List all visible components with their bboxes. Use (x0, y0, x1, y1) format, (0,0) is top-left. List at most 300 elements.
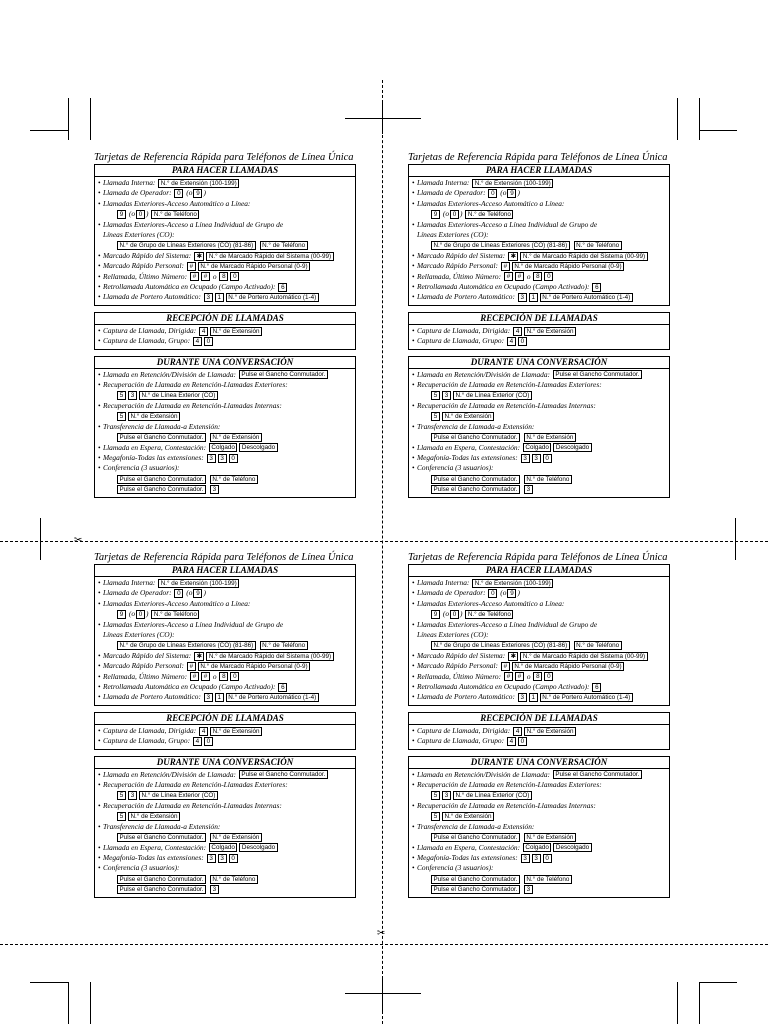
key-box: 0 (229, 454, 238, 463)
list-item: • Recuperación de Llamada en Retención-Llamadas Exteriores: (412, 380, 667, 390)
key-box: N.° de Línea Exterior (CO) (453, 391, 532, 400)
key-box: 5 (117, 791, 126, 800)
key-box: N.° de Teléfono (574, 241, 622, 250)
key-box: 0 (229, 854, 238, 863)
list-item-cont: Líneas Exteriores (CO): (103, 230, 175, 240)
section-header: PARA HACER LLAMADAS (95, 565, 355, 577)
list-item: • Captura de Llamada, Dirigida: 4 N.° de Extensión (98, 726, 353, 736)
crop-mark (699, 130, 737, 131)
list-item: • Rellamada, Último Número: # # o 8 0 (412, 272, 667, 282)
key-box: 0 (136, 610, 145, 619)
key-box: 9 (117, 610, 126, 619)
section-calls (408, 164, 670, 306)
key-box: Pulse el Gancho Conmutador. (431, 485, 520, 494)
list-item: • Captura de Llamada, Dirigida: 4 N.° de Extensión (98, 326, 353, 336)
key-box: N.° de Línea Exterior (CO) (453, 791, 532, 800)
section-reception (408, 312, 670, 350)
key-box: N.° de Portero Automático (1-4) (540, 693, 633, 702)
section-reception (94, 712, 356, 750)
list-item: • Captura de Llamada, Dirigida: 4 N.° de Extensión (412, 726, 667, 736)
list-item: • Recuperación de Llamada en Retención-Llamadas Internas: (412, 801, 667, 811)
section-header: PARA HACER LLAMADAS (95, 165, 355, 177)
key-box: 3 (521, 454, 530, 463)
key-box: 3 (218, 454, 227, 463)
list-item: • Llamadas Exteriores-Acceso Automático a Línea: (98, 599, 353, 609)
list-item: • Llamada de Portero Automático: 3 1 N.° de Portero Automático (1-4) (412, 692, 667, 702)
hash-icon: # (504, 672, 513, 681)
section-reception (94, 312, 356, 350)
card-title: Tarjetas de Referencia Rápida para Teléfonos de Línea Única (408, 552, 668, 563)
key-box: N.° de Extensión (210, 833, 262, 842)
key-box: 5 (431, 412, 440, 421)
list-item: • Llamada de Operador: 0 (o 9 ) (412, 588, 667, 598)
list-item: • Llamada en Espera, Contestación: Colgado Descolgado (98, 843, 353, 853)
list-item: • Llamada en Retención/División de Llamada: Pulse el Gancho Conmutador. (412, 370, 667, 380)
section-reception (408, 712, 670, 750)
list-item: • Llamada en Retención/División de Llamada: Pulse el Gancho Conmutador. (412, 770, 667, 780)
list-item-cont (98, 474, 353, 484)
key-box: Pulse el Gancho Conmutador. (117, 475, 206, 484)
key-box: 1 (215, 693, 224, 702)
list-item: • Llamada en Espera, Contestación: Colgado Descolgado (412, 443, 667, 453)
hash-icon: # (187, 662, 196, 671)
key-box: 0 (174, 189, 183, 198)
key-box: 9 (507, 189, 516, 198)
key-box: 1 (529, 693, 538, 702)
list-item: • Conferencia (3 usuarios): (412, 863, 667, 873)
key-box: Colgado (523, 843, 551, 852)
list-item: • Llamada Interna: N.° de Extensión (100-199) (98, 578, 353, 588)
hash-icon: # (190, 272, 199, 281)
list-item-cont: Líneas Exteriores (CO): (417, 630, 489, 640)
list-item-cont (412, 432, 667, 442)
key-box: N.° de Portero Automático (1-4) (226, 693, 319, 702)
section-header: PARA HACER LLAMADAS (409, 565, 669, 577)
key-box: N.° de Grupo de Líneas Exteriores (CO) (81-86) (117, 241, 256, 250)
key-box: N.° de Teléfono (210, 475, 258, 484)
list-item-cont (412, 811, 667, 821)
key-box: N.° de Teléfono (260, 641, 308, 650)
key-box: 0 (136, 210, 145, 219)
hash-icon: # (201, 672, 210, 681)
list-item-cont (412, 640, 667, 650)
key-box: N.° de Extensión (524, 727, 576, 736)
key-box: 5 (431, 791, 440, 800)
key-box: Descolgado (553, 843, 591, 852)
key-box: Pulse el Gancho Conmutador. (117, 833, 206, 842)
crop-mark (699, 982, 737, 983)
asterisk-icon: ✱ (194, 652, 204, 661)
list-item: • Llamadas Exteriores-Acceso a Línea Individual de Grupo de (98, 620, 353, 630)
hash-icon: # (504, 272, 513, 281)
list-item-cont (98, 791, 353, 801)
key-box: N.° de Teléfono (210, 875, 258, 884)
key-box: N.° de Extensión (524, 833, 576, 842)
key-box: N.° de Marcado Rápido Personal (0-9) (198, 262, 310, 271)
crop-mark (699, 98, 700, 140)
key-box: 4 (193, 337, 202, 346)
key-box: Pulse el Gancho Conmutador. (431, 475, 520, 484)
asterisk-icon: ✱ (508, 252, 518, 261)
section-header: DURANTE UNA CONVERSACIÓN (95, 357, 355, 369)
key-box: 0 (518, 737, 527, 746)
cut-line-vertical (382, 80, 383, 1024)
key-box: 4 (193, 737, 202, 746)
list-item-cont (412, 474, 667, 484)
key-box: N.° de Marcado Rápido Personal (0-9) (512, 262, 624, 271)
key-box: N.° de Marcado Rápido del Sistema (00-99) (520, 652, 647, 661)
key-box: 4 (199, 327, 208, 336)
key-box: N.° de Marcado Rápido del Sistema (00-99) (206, 652, 333, 661)
key-box: 0 (518, 337, 527, 346)
list-item: • Transferencia de Llamada-a Extensión: (98, 822, 353, 832)
section-calls (408, 564, 670, 706)
key-box: 6 (592, 283, 601, 292)
key-box: 0 (174, 589, 183, 598)
list-item: • Recuperación de Llamada en Retención-Llamadas Exteriores: (98, 780, 353, 790)
list-item: • Transferencia de Llamada-a Extensión: (98, 422, 353, 432)
key-box: Pulse el Gancho Conmutador. (239, 770, 328, 779)
fold-mark (40, 518, 41, 560)
key-box: N.° de Extensión (210, 327, 262, 336)
hash-icon: # (187, 262, 196, 271)
key-box: Descolgado (239, 843, 277, 852)
key-box: Pulse el Gancho Conmutador. (431, 885, 520, 894)
key-box: 0 (543, 854, 552, 863)
list-item: • Conferencia (3 usuarios): (412, 463, 667, 473)
asterisk-icon: ✱ (508, 652, 518, 661)
key-box: 0 (230, 272, 239, 281)
list-item: • Marcado Rápido Personal: # N.° de Marcado Rápido Personal (0-9) (412, 261, 667, 271)
list-item: • Recuperación de Llamada en Retención-Llamadas Exteriores: (412, 780, 667, 790)
key-box: N.° de Extensión (128, 412, 180, 421)
key-box: N.° de Teléfono (465, 210, 513, 219)
key-box: Pulse el Gancho Conmutador. (239, 370, 328, 379)
reference-card (94, 151, 356, 498)
key-box: Pulse el Gancho Conmutador. (553, 770, 642, 779)
list-item: • Captura de Llamada, Grupo: 4 0 (412, 336, 667, 346)
key-box: 6 (592, 683, 601, 692)
hash-icon: # (501, 662, 510, 671)
section-calls (94, 164, 356, 306)
list-item: • Llamadas Exteriores-Acceso a Línea Individual de Grupo de (412, 220, 667, 230)
crop-mark (699, 982, 700, 1024)
key-box: N.° de Teléfono (524, 875, 572, 884)
list-item-cont (412, 884, 667, 894)
key-box: 5 (117, 412, 126, 421)
crop-mark (68, 982, 69, 1024)
key-box: 4 (199, 727, 208, 736)
list-item-cont: 9 (o 0 ) N.° de Teléfono (412, 209, 667, 219)
key-box: 0 (204, 337, 213, 346)
list-item: • Transferencia de Llamada-a Extensión: (412, 422, 667, 432)
key-box: 6 (278, 683, 287, 692)
list-item: • Llamada de Portero Automático: 3 1 N.° de Portero Automático (1-4) (412, 292, 667, 302)
list-item: • Retrollamada Automática en Ocupado (Campo Activado): 6 (412, 282, 667, 292)
list-item: • Llamada en Retención/División de Llamada: Pulse el Gancho Conmutador. (98, 770, 353, 780)
key-box: 3 (210, 485, 219, 494)
key-box: N.° de Portero Automático (1-4) (226, 293, 319, 302)
key-box: 0 (543, 454, 552, 463)
card-title: Tarjetas de Referencia Rápida para Teléfonos de Línea Única (94, 552, 354, 563)
key-box: 3 (207, 454, 216, 463)
key-box: Colgado (209, 843, 237, 852)
key-box: N.° de Teléfono (465, 610, 513, 619)
key-box: Pulse el Gancho Conmutador. (431, 833, 520, 842)
key-box: Pulse el Gancho Conmutador. (117, 433, 206, 442)
section-header: DURANTE UNA CONVERSACIÓN (95, 757, 355, 769)
list-item-cont (98, 874, 353, 884)
cut-line-horizontal (0, 944, 768, 945)
key-box: Pulse el Gancho Conmutador. (117, 875, 206, 884)
key-box: Colgado (209, 443, 237, 452)
key-box: N.° de Grupo de Líneas Exteriores (CO) (81-86) (431, 241, 570, 250)
key-box: 8 (533, 672, 542, 681)
list-item-cont: Líneas Exteriores (CO): (103, 630, 175, 640)
list-item-cont (412, 484, 667, 494)
key-box: 9 (431, 610, 440, 619)
key-box: 3 (204, 293, 213, 302)
list-item: • Transferencia de Llamada-a Extensión: (412, 822, 667, 832)
list-item-cont: Líneas Exteriores (CO): (417, 230, 489, 240)
list-item: • Rellamada, Último Número: # # o 8 0 (98, 272, 353, 282)
list-item-cont (412, 411, 667, 421)
list-item: • Llamada en Espera, Contestación: Colgado Descolgado (412, 843, 667, 853)
key-box: 8 (533, 272, 542, 281)
list-item: • Llamadas Exteriores-Acceso a Línea Individual de Grupo de (98, 220, 353, 230)
list-item-cont: 9 (o 0 ) N.° de Teléfono (98, 609, 353, 619)
key-box: 3 (442, 391, 451, 400)
list-item: • Llamada Interna: N.° de Extensión (100-199) (98, 178, 353, 188)
list-item: • Marcado Rápido del Sistema: ✱ N.° de Marcado Rápido del Sistema (00-99) (98, 651, 353, 661)
key-box: 9 (117, 210, 126, 219)
key-box: Pulse el Gancho Conmutador. (117, 885, 206, 894)
list-item-cont (98, 884, 353, 894)
list-item: • Llamada de Portero Automático: 3 1 N.° de Portero Automático (1-4) (98, 692, 353, 702)
key-box: N.° de Extensión (524, 327, 576, 336)
reference-card (408, 151, 670, 498)
section-conversation (408, 756, 670, 898)
key-box: 0 (544, 272, 553, 281)
list-item: • Marcado Rápido Personal: # N.° de Marcado Rápido Personal (0-9) (412, 661, 667, 671)
key-box: 0 (488, 589, 497, 598)
key-box: 3 (521, 854, 530, 863)
key-box: 9 (507, 589, 516, 598)
list-item-cont: 9 (o 0 ) N.° de Teléfono (412, 609, 667, 619)
key-box: 1 (215, 293, 224, 302)
list-item: • Recuperación de Llamada en Retención-Llamadas Internas: (98, 401, 353, 411)
list-item: • Megafonía-Todas las extensiones: 3 3 0 (98, 453, 353, 463)
reference-card (408, 551, 670, 898)
list-item: • Llamada de Operador: 0 (o 9 ) (98, 188, 353, 198)
crop-mark (677, 982, 678, 1024)
key-box: N.° de Portero Automático (1-4) (540, 293, 633, 302)
section-conversation (94, 356, 356, 498)
list-item: • Rellamada, Último Número: # # o 8 0 (412, 672, 667, 682)
list-item: • Marcado Rápido del Sistema: ✱ N.° de Marcado Rápido del Sistema (00-99) (412, 651, 667, 661)
key-box: N.° de Extensión (210, 727, 262, 736)
key-box: 3 (210, 885, 219, 894)
key-box: 0 (230, 672, 239, 681)
scissors-icon: ✂ (377, 928, 386, 939)
list-item: • Llamada de Operador: 0 (o 9 ) (412, 188, 667, 198)
hash-icon: # (190, 672, 199, 681)
key-box: 5 (117, 391, 126, 400)
key-box: N.° de Extensión (128, 812, 180, 821)
key-box: N.° de Extensión (100-199) (472, 579, 553, 588)
section-header: DURANTE UNA CONVERSACIÓN (409, 357, 669, 369)
key-box: 4 (507, 737, 516, 746)
key-box: 4 (507, 337, 516, 346)
key-box: N.° de Teléfono (524, 475, 572, 484)
list-item: • Llamada de Operador: 0 (o 9 ) (98, 588, 353, 598)
key-box: 0 (450, 210, 459, 219)
section-header: PARA HACER LLAMADAS (409, 165, 669, 177)
key-box: 3 (218, 854, 227, 863)
key-box: 5 (431, 391, 440, 400)
key-box: 3 (128, 791, 137, 800)
key-box: N.° de Marcado Rápido Personal (0-9) (198, 662, 310, 671)
card-title: Tarjetas de Referencia Rápida para Teléfonos de Línea Única (94, 152, 354, 163)
list-item: • Llamada Interna: N.° de Extensión (100-199) (412, 578, 667, 588)
key-box: N.° de Marcado Rápido Personal (0-9) (512, 662, 624, 671)
list-item: • Rellamada, Último Número: # # o 8 0 (98, 672, 353, 682)
key-box: Pulse el Gancho Conmutador. (553, 370, 642, 379)
key-box: 4 (513, 727, 522, 736)
list-item: • Recuperación de Llamada en Retención-Llamadas Internas: (412, 401, 667, 411)
section-header: RECEPCIÓN DE LLAMADAS (95, 313, 355, 325)
list-item: • Retrollamada Automática en Ocupado (Campo Activado): 6 (412, 682, 667, 692)
key-box: 0 (488, 189, 497, 198)
list-item: • Llamadas Exteriores-Acceso a Línea Individual de Grupo de (412, 620, 667, 630)
key-box: N.° de Extensión (100-199) (472, 179, 553, 188)
key-box: 5 (117, 812, 126, 821)
key-box: N.° de Extensión (210, 433, 262, 442)
list-item: • Llamada en Espera, Contestación: Colgado Descolgado (98, 443, 353, 453)
key-box: N.° de Línea Exterior (CO) (139, 791, 218, 800)
list-item: • Megafonía-Todas las extensiones: 3 3 0 (412, 853, 667, 863)
key-box: 3 (532, 854, 541, 863)
list-item-cont (412, 832, 667, 842)
key-box: N.° de Extensión (524, 433, 576, 442)
list-item: • Recuperación de Llamada en Retención-Llamadas Internas: (98, 801, 353, 811)
key-box: N.° de Extensión (100-199) (158, 579, 239, 588)
list-item-cont (412, 391, 667, 401)
list-item: • Llamada de Portero Automático: 3 1 N.° de Portero Automático (1-4) (98, 292, 353, 302)
section-header: DURANTE UNA CONVERSACIÓN (409, 757, 669, 769)
key-box: 9 (431, 210, 440, 219)
fold-mark (345, 993, 421, 994)
list-item: • Captura de Llamada, Dirigida: 4 N.° de Extensión (412, 326, 667, 336)
key-box: N.° de Extensión (442, 412, 494, 421)
hash-icon: # (515, 672, 524, 681)
key-box: N.° de Grupo de Líneas Exteriores (CO) (81-86) (117, 641, 256, 650)
key-box: 3 (128, 391, 137, 400)
hash-icon: # (201, 272, 210, 281)
key-box: 3 (207, 854, 216, 863)
section-conversation (408, 356, 670, 498)
key-box: Pulse el Gancho Conmutador. (431, 433, 520, 442)
key-box: Pulse el Gancho Conmutador. (117, 485, 206, 494)
section-calls (94, 564, 356, 706)
key-box: 4 (513, 327, 522, 336)
crop-mark (677, 98, 678, 140)
list-item-cont (98, 432, 353, 442)
section-conversation (94, 756, 356, 898)
key-box: 3 (524, 885, 533, 894)
section-header: RECEPCIÓN DE LLAMADAS (409, 713, 669, 725)
hash-icon: # (501, 262, 510, 271)
key-box: 8 (219, 272, 228, 281)
list-item: • Llamada Interna: N.° de Extensión (100-199) (412, 178, 667, 188)
list-item: • Retrollamada Automática en Ocupado (Campo Activado): 6 (98, 282, 353, 292)
key-box: 3 (204, 693, 213, 702)
list-item: • Retrollamada Automática en Ocupado (Campo Activado): 6 (98, 682, 353, 692)
list-item: • Marcado Rápido Personal: # N.° de Marcado Rápido Personal (0-9) (98, 261, 353, 271)
key-box: N.° de Teléfono (260, 241, 308, 250)
list-item: • Megafonía-Todas las extensiones: 3 3 0 (98, 853, 353, 863)
list-item-cont (412, 240, 667, 250)
list-item-cont (98, 240, 353, 250)
key-box: 5 (431, 812, 440, 821)
key-box: N.° de Teléfono (574, 641, 622, 650)
list-item: • Llamadas Exteriores-Acceso Automático a Línea: (98, 199, 353, 209)
key-box: Colgado (523, 443, 551, 452)
list-item: • Marcado Rápido del Sistema: ✱ N.° de Marcado Rápido del Sistema (00-99) (98, 251, 353, 261)
crop-mark (68, 98, 69, 140)
key-box: N.° de Extensión (100-199) (158, 179, 239, 188)
key-box: N.° de Extensión (442, 812, 494, 821)
key-box: 3 (442, 791, 451, 800)
key-box: N.° de Línea Exterior (CO) (139, 391, 218, 400)
list-item-cont (98, 391, 353, 401)
crop-mark (30, 982, 68, 983)
key-box: 0 (450, 610, 459, 619)
hash-icon: # (515, 272, 524, 281)
list-item: • Llamadas Exteriores-Acceso Automático a Línea: (412, 199, 667, 209)
list-item: • Llamada en Retención/División de Llamada: Pulse el Gancho Conmutador. (98, 370, 353, 380)
key-box: N.° de Teléfono (151, 610, 199, 619)
list-item-cont (98, 411, 353, 421)
list-item: • Recuperación de Llamada en Retención-Llamadas Exteriores: (98, 380, 353, 390)
key-box: 0 (544, 672, 553, 681)
key-box: N.° de Marcado Rápido del Sistema (00-99) (520, 252, 647, 261)
list-item: • Megafonía-Todas las extensiones: 3 3 0 (412, 453, 667, 463)
list-item-cont (98, 640, 353, 650)
scissors-icon: ✂ (74, 535, 83, 546)
list-item-cont (412, 874, 667, 884)
key-box: 1 (529, 293, 538, 302)
list-item-cont (412, 791, 667, 801)
fold-mark (345, 118, 421, 119)
key-box: 0 (204, 737, 213, 746)
list-item: • Llamadas Exteriores-Acceso Automático a Línea: (412, 599, 667, 609)
key-box: 6 (278, 283, 287, 292)
crop-mark (90, 98, 91, 140)
key-box: 8 (219, 672, 228, 681)
key-box: 3 (524, 485, 533, 494)
section-header: RECEPCIÓN DE LLAMADAS (409, 313, 669, 325)
list-item: • Captura de Llamada, Grupo: 4 0 (412, 736, 667, 746)
list-item: • Captura de Llamada, Grupo: 4 0 (98, 736, 353, 746)
fold-mark (735, 518, 736, 560)
list-item: • Conferencia (3 usuarios): (98, 863, 353, 873)
key-box: Pulse el Gancho Conmutador. (431, 875, 520, 884)
key-box: N.° de Teléfono (151, 210, 199, 219)
list-item-cont (98, 484, 353, 494)
list-item: • Marcado Rápido Personal: # N.° de Marcado Rápido Personal (0-9) (98, 661, 353, 671)
key-box: Descolgado (553, 443, 591, 452)
